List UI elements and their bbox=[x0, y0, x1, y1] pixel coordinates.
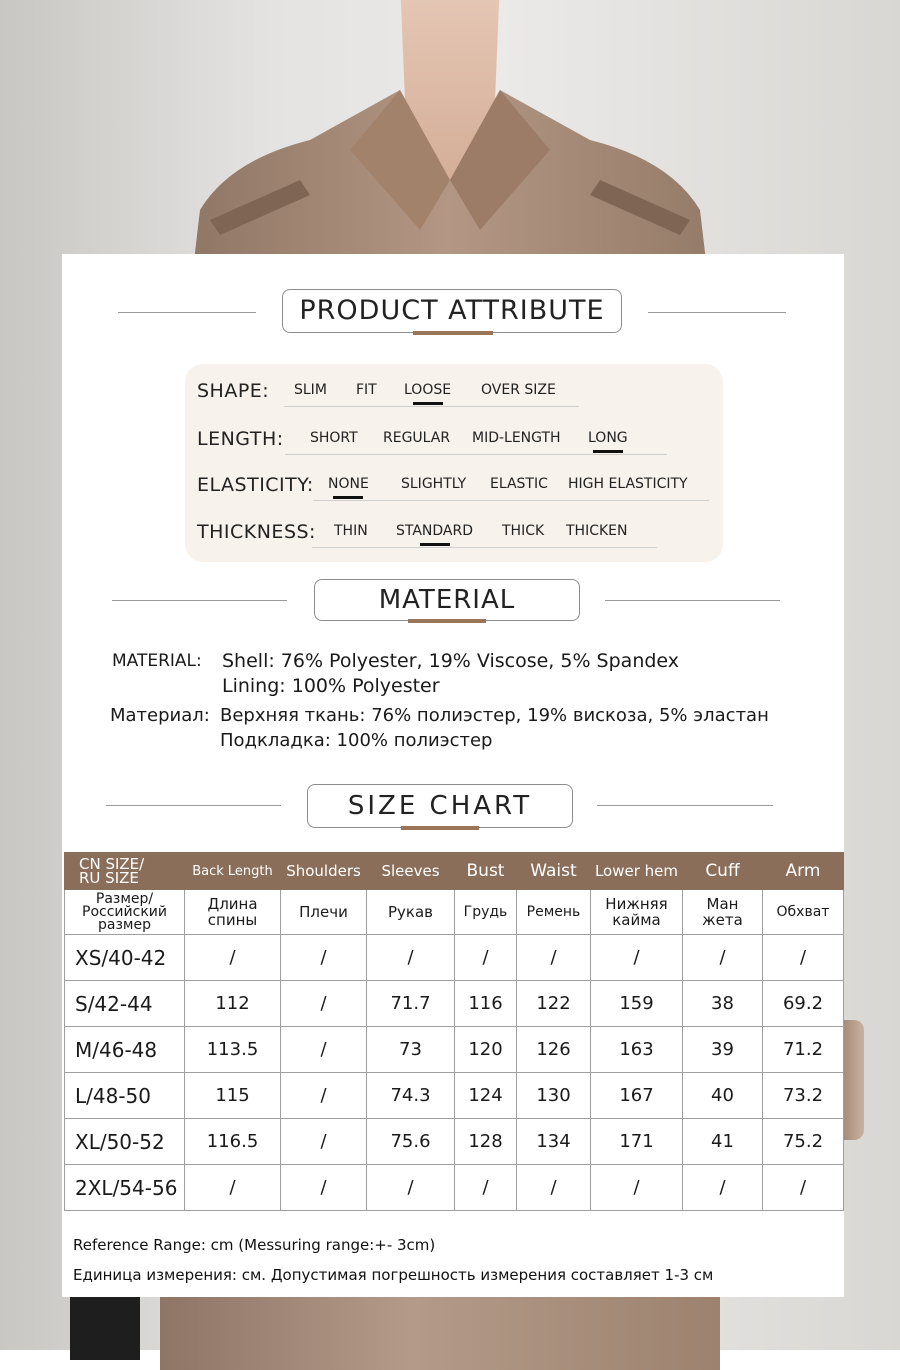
size-value-cell: 75.2 bbox=[763, 1119, 844, 1165]
size-value-cell: / bbox=[367, 935, 455, 981]
size-value-cell: / bbox=[281, 1073, 367, 1119]
attr-option-standard-selected: STANDARD bbox=[396, 523, 474, 539]
material-en-shell: Shell: 76% Polyester, 19% Viscose, 5% Spandex bbox=[222, 650, 680, 672]
col-header-sleeves: Sleeves bbox=[367, 853, 455, 890]
attr-option-none-selected: NONE bbox=[328, 476, 369, 492]
attr-option-short: SHORT bbox=[310, 430, 358, 446]
product-attribute-title bbox=[282, 289, 622, 333]
col-header-bust-ru: Грудь bbox=[455, 890, 517, 935]
size-value-cell: 128 bbox=[455, 1119, 517, 1165]
col-header-arm-ru: Обхват bbox=[763, 890, 844, 935]
attr-option-thicken: THICKEN bbox=[566, 523, 628, 539]
note-ru: Единица измерения: см. Допустимая погрешность измерения составляет 1-3 см bbox=[73, 1266, 714, 1284]
size-value-cell: 113.5 bbox=[185, 1027, 281, 1073]
col-header-back-length: Back Length bbox=[185, 853, 281, 890]
coat-sleeve-edge bbox=[844, 1020, 864, 1140]
attr-option-thick: THICK bbox=[502, 523, 545, 539]
note-en: Reference Range: cm (Messuring range:+- 3cm) bbox=[73, 1236, 436, 1254]
size-value-cell: / bbox=[763, 1165, 844, 1211]
col-header-shoulders-ru: Плечи bbox=[281, 890, 367, 935]
col-header-arm: Arm bbox=[763, 853, 844, 890]
divider-line bbox=[118, 312, 256, 313]
attribute-box bbox=[185, 364, 723, 562]
material-en-lining: Lining: 100% Polyester bbox=[222, 675, 440, 697]
size-value-cell: 159 bbox=[591, 981, 683, 1027]
title-underline bbox=[408, 619, 486, 623]
size-value-cell: / bbox=[185, 1165, 281, 1211]
size-value-cell: / bbox=[683, 935, 763, 981]
size-value-cell: 73.2 bbox=[763, 1073, 844, 1119]
size-value-cell: / bbox=[185, 935, 281, 981]
size-value-cell: 116 bbox=[455, 981, 517, 1027]
size-value-cell: 130 bbox=[517, 1073, 591, 1119]
attr-row-thickness bbox=[185, 517, 723, 547]
size-value-cell: / bbox=[281, 1119, 367, 1165]
size-label-cell: L/48-50 bbox=[65, 1073, 185, 1119]
size-header-ru-row bbox=[65, 890, 844, 935]
col-header-size bbox=[65, 853, 185, 890]
size-value-cell: 126 bbox=[517, 1027, 591, 1073]
size-label-cell: M/46-48 bbox=[65, 1027, 185, 1073]
coat-bottom bbox=[160, 1290, 720, 1370]
size-value-cell: 167 bbox=[591, 1073, 683, 1119]
size-value-cell: 171 bbox=[591, 1119, 683, 1165]
size-label-cell: XS/40-42 bbox=[65, 935, 185, 981]
size-value-cell: 73 bbox=[367, 1027, 455, 1073]
col-header-bust: Bust bbox=[455, 853, 517, 890]
size-chart-body bbox=[65, 935, 844, 1211]
size-value-cell: 134 bbox=[517, 1119, 591, 1165]
size-value-cell: / bbox=[281, 981, 367, 1027]
size-value-cell: 120 bbox=[455, 1027, 517, 1073]
col-header-lower-hem: Lower hem bbox=[591, 853, 683, 890]
size-value-cell: / bbox=[367, 1165, 455, 1211]
material-ru-label: Материал: bbox=[110, 705, 210, 726]
col-header-cuff: Cuff bbox=[683, 853, 763, 890]
size-value-cell: / bbox=[281, 935, 367, 981]
product-info-card bbox=[62, 254, 844, 1297]
divider-line bbox=[605, 600, 780, 601]
attr-label-thickness: THICKNESS: bbox=[197, 521, 316, 543]
col-header-lower-hem-ru bbox=[591, 890, 683, 935]
divider-line bbox=[648, 312, 786, 313]
size-value-cell: 41 bbox=[683, 1119, 763, 1165]
size-value-cell: / bbox=[517, 1165, 591, 1211]
attr-row-shape bbox=[185, 376, 723, 406]
attr-option-fit: FIT bbox=[356, 382, 377, 398]
size-value-cell: / bbox=[591, 935, 683, 981]
table-row bbox=[65, 981, 844, 1027]
attr-option-elastic: ELASTIC bbox=[490, 476, 548, 492]
col-header-size-ru-text: Размер/ Российский размер bbox=[82, 890, 167, 933]
size-value-cell: / bbox=[455, 1165, 517, 1211]
product-attribute-title-text: PRODUCT ATTRIBUTE bbox=[299, 295, 605, 326]
col-header-waist-ru: Ремень bbox=[517, 890, 591, 935]
size-value-cell: 75.6 bbox=[367, 1119, 455, 1165]
divider-line bbox=[106, 805, 281, 806]
size-value-cell: 112 bbox=[185, 981, 281, 1027]
divider-line bbox=[597, 805, 773, 806]
material-ru-lining: Подкладка: 100% полиэстер bbox=[220, 730, 493, 751]
size-value-cell: 122 bbox=[517, 981, 591, 1027]
size-value-cell: 71.2 bbox=[763, 1027, 844, 1073]
size-value-cell: 163 bbox=[591, 1027, 683, 1073]
row-underline bbox=[312, 547, 657, 548]
attr-row-elasticity bbox=[185, 470, 723, 500]
size-value-cell: / bbox=[763, 935, 844, 981]
size-value-cell: / bbox=[683, 1165, 763, 1211]
attr-option-mid-length: MID-LENGTH bbox=[472, 430, 561, 446]
table-row bbox=[65, 1165, 844, 1211]
size-value-cell: 40 bbox=[683, 1073, 763, 1119]
table-row bbox=[65, 935, 844, 981]
material-title bbox=[314, 579, 580, 621]
col-header-cuff-ru bbox=[683, 890, 763, 935]
size-label-cell: S/42-44 bbox=[65, 981, 185, 1027]
size-value-cell: 74.3 bbox=[367, 1073, 455, 1119]
col-header-cuff-ru-text: Ман жета bbox=[702, 895, 743, 929]
row-underline bbox=[313, 500, 709, 501]
col-header-size-text: CN SIZE/ RU SIZE bbox=[79, 855, 145, 887]
attr-option-slim: SLIM bbox=[294, 382, 327, 398]
attr-option-high-elasticity: HIGH ELASTICITY bbox=[568, 476, 688, 492]
size-value-cell: 71.7 bbox=[367, 981, 455, 1027]
table-row bbox=[65, 1119, 844, 1165]
size-value-cell: / bbox=[281, 1165, 367, 1211]
attr-label-elasticity: ELASTICITY: bbox=[197, 474, 314, 496]
row-underline bbox=[285, 454, 667, 455]
col-header-back-length-ru bbox=[185, 890, 281, 935]
size-value-cell: / bbox=[281, 1027, 367, 1073]
attr-option-regular: REGULAR bbox=[383, 430, 451, 446]
attr-row-length bbox=[185, 424, 723, 454]
table-row bbox=[65, 1073, 844, 1119]
table-row bbox=[65, 1027, 844, 1073]
col-header-lower-hem-ru-text: Нижняя кайма bbox=[605, 895, 668, 929]
col-header-shoulders: Shoulders bbox=[281, 853, 367, 890]
attr-option-slightly: SLIGHTLY bbox=[401, 476, 467, 492]
size-value-cell: 124 bbox=[455, 1073, 517, 1119]
attr-label-length: LENGTH: bbox=[197, 428, 284, 450]
attr-option-loose-selected: LOOSE bbox=[404, 382, 452, 398]
material-ru-shell: Верхняя ткань: 76% полиэстер, 19% вискоза, 5% эластан bbox=[220, 705, 769, 726]
title-underline bbox=[413, 331, 493, 335]
size-value-cell: 115 bbox=[185, 1073, 281, 1119]
material-en-label: MATERIAL: bbox=[112, 651, 202, 671]
size-chart-title-text: SIZE CHART bbox=[347, 791, 533, 821]
col-header-back-length-ru-text: Длина спины bbox=[207, 895, 258, 929]
attr-option-long-selected: LONG bbox=[588, 430, 628, 446]
divider-line bbox=[112, 600, 287, 601]
col-header-sleeves-ru: Рукав bbox=[367, 890, 455, 935]
size-value-cell: 39 bbox=[683, 1027, 763, 1073]
size-header-en-row bbox=[65, 853, 844, 890]
col-header-size-ru bbox=[65, 890, 185, 935]
attr-option-thin: THIN bbox=[334, 523, 368, 539]
size-chart-title bbox=[307, 784, 573, 828]
size-value-cell: / bbox=[455, 935, 517, 981]
size-chart-table bbox=[64, 852, 844, 1211]
size-value-cell: 69.2 bbox=[763, 981, 844, 1027]
size-label-cell: XL/50-52 bbox=[65, 1119, 185, 1165]
material-title-text: MATERIAL bbox=[378, 585, 516, 615]
col-header-waist: Waist bbox=[517, 853, 591, 890]
attr-option-over-size: OVER SIZE bbox=[481, 382, 556, 398]
size-value-cell: / bbox=[591, 1165, 683, 1211]
size-value-cell: 116.5 bbox=[185, 1119, 281, 1165]
attr-label-shape: SHAPE: bbox=[197, 380, 270, 402]
size-label-cell: 2XL/54-56 bbox=[65, 1165, 185, 1211]
size-value-cell: / bbox=[517, 935, 591, 981]
title-underline bbox=[401, 826, 479, 830]
size-value-cell: 38 bbox=[683, 981, 763, 1027]
row-underline bbox=[284, 406, 579, 407]
